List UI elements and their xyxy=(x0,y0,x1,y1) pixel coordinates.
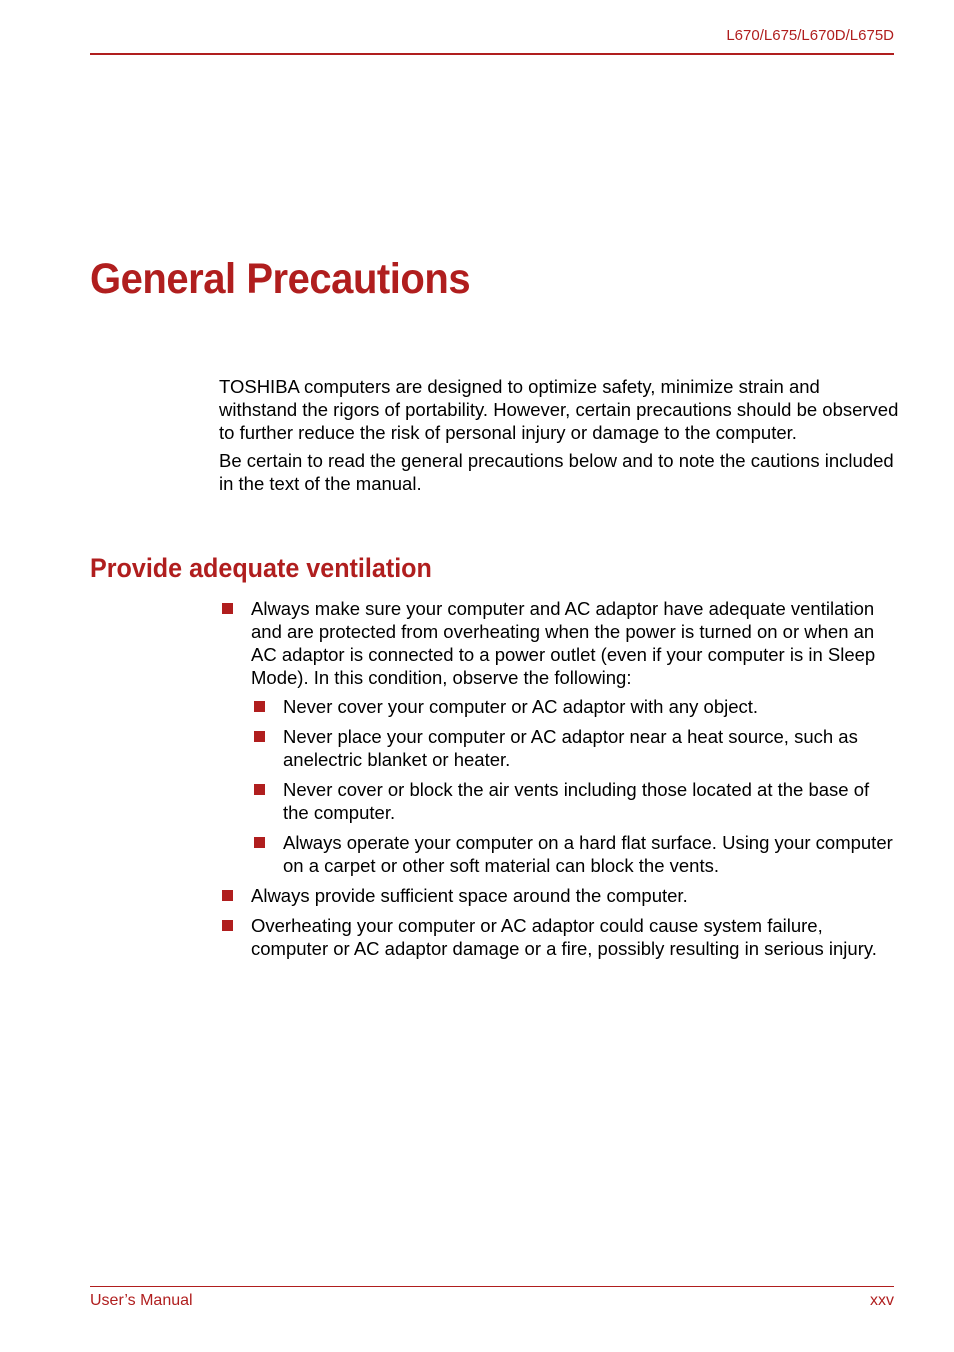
square-bullet-icon xyxy=(222,603,233,614)
section-title: Provide adequate ventilation xyxy=(90,553,432,583)
ventilation-list xyxy=(219,597,899,967)
sub-list-item-text: Never place your computer or AC adaptor near a heat source, such as anelectric blanket or heater. xyxy=(283,726,858,770)
footer-page-number: xxv xyxy=(870,1292,894,1309)
list-item-text: Always provide sufficient space around the computer. xyxy=(251,885,688,906)
header-model-number: L670/L675/L670D/L675D xyxy=(726,27,894,44)
sub-list-item-text: Never cover your computer or AC adaptor with any object. xyxy=(283,696,759,717)
square-bullet-icon xyxy=(222,920,233,931)
header-divider xyxy=(90,53,894,55)
footer-manual-title: User’s Manual xyxy=(90,1292,193,1309)
sub-list-item-text: Always operate your computer on a hard flat surface. Using your computer on a carpet or other soft material can block the vents. xyxy=(283,832,893,876)
square-bullet-icon xyxy=(254,837,265,848)
square-bullet-icon xyxy=(254,731,265,742)
sub-list-item xyxy=(251,831,899,877)
footer-divider xyxy=(90,1286,894,1287)
list-item-text: Overheating your computer or AC adaptor could cause system failure, computer or AC adaptor damage or a fire, possibly resulting in serious injury. xyxy=(251,915,877,959)
sub-list-item xyxy=(251,695,899,718)
square-bullet-icon xyxy=(254,701,265,712)
intro-paragraph-1: TOSHIBA computers are designed to optimize safety, minimize strain and withstand the rigors of portability. However, certain precautions should be observed to further reduce the risk of personal injury or damage to the computer. xyxy=(219,376,899,443)
list-item xyxy=(219,597,899,877)
sub-list-item-text: Never cover or block the air vents including those located at the base of the computer. xyxy=(283,779,870,823)
square-bullet-icon xyxy=(222,890,233,901)
intro-text xyxy=(219,375,899,500)
page-title: General Precautions xyxy=(90,255,471,303)
list-item xyxy=(219,914,899,960)
sub-list-item xyxy=(251,778,899,824)
list-item xyxy=(219,884,899,907)
sub-list-item xyxy=(251,725,899,771)
list-item-text: Always make sure your computer and AC adaptor have adequate ventilation and are protected from overheating when the power is turned on or when an AC adaptor is connected to a power outlet (even if your computer is in Sleep Mode). In this condition, observe the following: xyxy=(251,598,876,688)
square-bullet-icon xyxy=(254,784,265,795)
sub-list xyxy=(251,695,899,877)
intro-paragraph-2: Be certain to read the general precautions below and to note the cautions included in the text of the manual. xyxy=(219,450,894,494)
